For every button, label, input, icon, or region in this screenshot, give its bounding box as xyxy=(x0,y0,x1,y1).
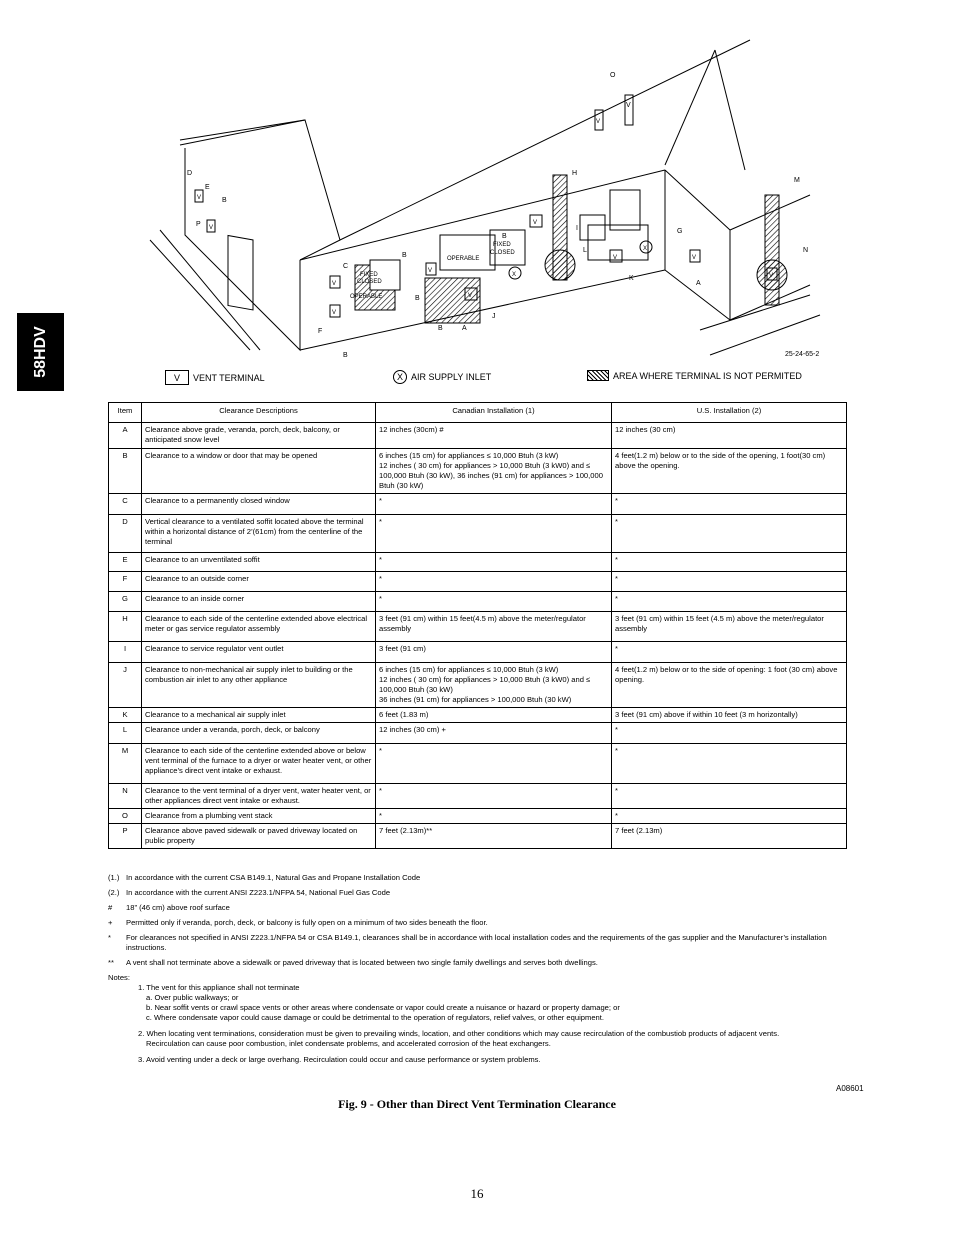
air-supply-symbol: X xyxy=(393,370,407,384)
description-cell: Clearance from a plumbing vent stack xyxy=(142,809,376,824)
note-item-3: 3. Avoid venting under a deck or large overhang. Recirculation could occur and cause performance or system problems. xyxy=(138,1055,541,1064)
label-v: V xyxy=(626,102,631,109)
label-m: M xyxy=(794,177,800,184)
vent-mark-6: V xyxy=(613,255,618,261)
table-row xyxy=(109,592,847,612)
table-row xyxy=(109,784,847,809)
label-p: P xyxy=(196,221,201,228)
description-cell: Clearance to a mechanical air supply inlet xyxy=(142,708,376,723)
description-cell: Clearance to an outside corner xyxy=(142,572,376,592)
item-cell: G xyxy=(109,592,142,612)
description-cell: Clearance under a veranda, porch, deck, or balcony xyxy=(142,723,376,744)
table-row xyxy=(109,515,847,553)
us-cell: 3 feet (91 cm) within 15 feet (4.5 m) above the meter/regulator assembly xyxy=(612,612,847,642)
item-cell: C xyxy=(109,494,142,515)
description-cell: Vertical clearance to a ventilated soffit located above the terminal within a horizontal distance of 2’(61cm) from the centerline of the terminal xyxy=(142,515,376,553)
table-header-row xyxy=(109,403,847,423)
us-cell: * xyxy=(612,723,847,744)
note-star: * For clearances not specified in ANSI Z223.1/NFPA 54 or CSA B149.1, clearances shall be in accordance with local installation codes and the requirements of the gas supplier and the Manufacturer’s installation instructions. xyxy=(108,933,827,952)
model-side-tab xyxy=(17,313,64,391)
canadian-cell: 12 inches (30cm) # xyxy=(376,423,612,449)
vent-mark-3: V xyxy=(428,268,433,274)
vent-mark-4: V xyxy=(468,293,473,299)
table-row xyxy=(109,663,847,708)
note-item-1: 1. The vent for this appliance shall not terminate xyxy=(138,983,300,992)
label-b5: B xyxy=(502,233,507,240)
label-b4: B xyxy=(438,325,443,332)
label-o: O xyxy=(610,72,616,79)
clearance-table xyxy=(108,402,847,849)
us-cell: 4 feet(1.2 m) below or to the side of the opening, 1 foot(30 cm) above the opening. xyxy=(612,449,847,494)
note-item-1a: a. Over public walkways; or xyxy=(146,993,239,1002)
note-hash: # 18” (46 cm) above roof surface xyxy=(108,903,230,912)
label-j: J xyxy=(492,313,496,320)
table-row xyxy=(109,553,847,572)
canadian-cell: 6 feet (1.83 m) xyxy=(376,708,612,723)
notes-label: Notes: xyxy=(108,973,130,982)
item-cell: B xyxy=(109,449,142,494)
item-cell: M xyxy=(109,744,142,784)
header-item: Item xyxy=(109,403,142,423)
description-cell: Clearance to a permanently closed window xyxy=(142,494,376,515)
table-row xyxy=(109,572,847,592)
table-row xyxy=(109,744,847,784)
us-cell: 12 inches (30 cm) xyxy=(612,423,847,449)
vent-mark-1: V xyxy=(332,281,337,287)
table-notes xyxy=(108,873,858,1065)
canadian-cell: * xyxy=(376,784,612,809)
operable-label-2: OPERABLE xyxy=(447,256,480,262)
item-cell: H xyxy=(109,612,142,642)
label-b2: B xyxy=(402,252,407,259)
item-cell: L xyxy=(109,723,142,744)
description-cell: Clearance above paved sidewalk or paved driveway located on public property xyxy=(142,824,376,849)
operable-label-1: OPERABLE xyxy=(350,294,383,300)
canadian-cell: * xyxy=(376,494,612,515)
us-cell: * xyxy=(612,553,847,572)
label-f: F xyxy=(318,328,323,335)
vent-mark-7: V xyxy=(692,255,697,261)
description-cell: Clearance to each side of the centerline extended above electrical meter or gas service regulator assembly xyxy=(142,612,376,642)
description-cell: Clearance to a window or door that may be opened xyxy=(142,449,376,494)
canadian-cell: * xyxy=(376,515,612,553)
item-cell: J xyxy=(109,663,142,708)
note-double-star: ** A vent shall not terminate above a sidewalk or paved driveway that is located between two single family dwellings and serves both dwellings. xyxy=(108,958,598,967)
us-cell: * xyxy=(612,642,847,663)
note-1: (1.) In accordance with the current CSA B149.1, Natural Gas and Propane Installation Code xyxy=(108,873,421,882)
description-cell: Clearance to an inside corner xyxy=(142,592,376,612)
note-item-2b: Recirculation can cause poor combustion, inlet condensate problems, and accelerated corrosion of the heat exchangers. xyxy=(146,1039,551,1048)
vent-mark-8: V xyxy=(769,273,774,279)
table-row xyxy=(109,708,847,723)
canadian-cell: 6 inches (15 cm) for appliances ≤ 10,000 Btuh (3 kW) 12 inches ( 30 cm) for appliances > 10,000 Btuh (3 kW0) and ≤ 100,000 Btuh (30 kW) 36 inches (91 cm) for appliances > 100,000 Btuh (30 kW) xyxy=(376,663,612,708)
legend-vent-terminal xyxy=(165,370,265,385)
label-c: C xyxy=(343,263,349,270)
figure-caption: Fig. 9 - Other than Direct Vent Termination Clearance xyxy=(338,1097,616,1111)
closed-label-1: CLOSED xyxy=(357,279,382,285)
item-cell: N xyxy=(109,784,142,809)
table-row xyxy=(109,824,847,849)
item-cell: A xyxy=(109,423,142,449)
vent-mark-11: V xyxy=(209,225,214,231)
us-cell: * xyxy=(612,809,847,824)
figure-ref-code: 25-24-65-2 xyxy=(785,351,820,358)
us-cell: * xyxy=(612,784,847,809)
fixed-label-2: FIXED xyxy=(493,242,511,248)
description-cell: Clearance to the vent terminal of a dryer vent, water heater vent, or other appliances direct vent intake or exhaust. xyxy=(142,784,376,809)
fixed-label-1: FIXED xyxy=(360,272,378,278)
us-cell: 7 feet (2.13m) xyxy=(612,824,847,849)
us-cell: * xyxy=(612,592,847,612)
item-cell: P xyxy=(109,824,142,849)
header-us: U.S. Installation (2) xyxy=(612,403,847,423)
label-i: I xyxy=(576,225,578,232)
item-cell: O xyxy=(109,809,142,824)
description-cell: Clearance to each side of the centerline extended above or below vent terminal of the furnace to a dryer or water heater vent, or other appliance’s direct vent intake or exhaust. xyxy=(142,744,376,784)
label-x2: X xyxy=(643,246,648,252)
vent-terminal-symbol: V xyxy=(165,370,189,385)
label-x1: X xyxy=(512,272,517,278)
vent-mark-9: V xyxy=(596,119,601,125)
canadian-cell: 3 feet (91 cm) within 15 feet(4.5 m) above the meter/regulator assembly xyxy=(376,612,612,642)
vent-mark-2: V xyxy=(332,310,337,316)
table-row xyxy=(109,612,847,642)
not-permitted-label: AREA WHERE TERMINAL IS NOT PERMITED xyxy=(613,370,802,381)
canadian-cell: * xyxy=(376,809,612,824)
label-b1: B xyxy=(222,197,227,204)
canadian-cell: * xyxy=(376,553,612,572)
air-supply-label: AIR SUPPLY INLET xyxy=(411,372,492,382)
us-cell: 4 feet(1.2 m) below or to the side of opening: 1 foot (30 cm) above opening. xyxy=(612,663,847,708)
canadian-cell: 3 feet (91 cm) xyxy=(376,642,612,663)
label-l: L xyxy=(583,247,587,254)
note-item-1c: c. Where condensate vapor could cause damage or could be detrimental to the operation of regulators, relief valves, or other equipment. xyxy=(146,1013,604,1022)
vent-mark-10: V xyxy=(197,195,202,201)
closed-label-2: CLOSED xyxy=(490,250,515,256)
table-row xyxy=(109,723,847,744)
label-b3: B xyxy=(415,295,420,302)
header-canadian: Canadian Installation (1) xyxy=(376,403,612,423)
item-cell: F xyxy=(109,572,142,592)
label-k: K xyxy=(629,275,634,282)
description-cell: Clearance to an unventilated soffit xyxy=(142,553,376,572)
left-wall xyxy=(185,148,300,350)
note-item-2: 2. When locating vent terminations, consideration must be given to prevailing winds, location, and other conditions which may cause recirculation of the combustiob products of adjacent vents. xyxy=(138,1029,780,1038)
vent-mark-5: V xyxy=(533,220,538,226)
table-row xyxy=(109,494,847,515)
canadian-cell: 6 inches (15 cm) for appliances ≤ 10,000 Btuh (3 kW) 12 inches ( 30 cm) for appliances > 10,000 Btuh (3 kW0) and ≤ 100,000 Btuh (30 kW), 36 inches (91 cm) for appliances > 100,000 Btuh (30 kW) xyxy=(376,449,612,494)
table-row xyxy=(109,449,847,494)
label-a2: A xyxy=(696,280,701,287)
label-a1: A xyxy=(462,325,467,332)
description-cell: Clearance to non-mechanical air supply inlet to building or the combustion air inlet to any other appliance xyxy=(142,663,376,708)
us-cell: * xyxy=(612,744,847,784)
item-cell: K xyxy=(109,708,142,723)
table-row xyxy=(109,809,847,824)
legend-not-permitted xyxy=(587,370,802,381)
label-e: E xyxy=(205,184,210,191)
page-number: 16 xyxy=(470,1186,484,1201)
note-item-1b: b. Near soffit vents or crawl space vents or other areas where condensate or vapor could create a nuisance or hazard or property damage; or xyxy=(146,1003,620,1012)
figure-code: A08601 xyxy=(836,1084,864,1093)
note-2: (2.) In accordance with the current ANSI Z223.1/NFPA 54, National Fuel Gas Code xyxy=(108,888,391,897)
model-label: 58HDV xyxy=(31,326,49,378)
label-n: N xyxy=(803,247,809,254)
canadian-cell: 7 feet (2.13m)** xyxy=(376,824,612,849)
label-h: H xyxy=(572,170,578,177)
vent-terminal-label: VENT TERMINAL xyxy=(193,372,265,383)
us-cell: * xyxy=(612,515,847,553)
note-plus: + Permitted only if veranda, porch, deck, or balcony is fully open on a minimum of two sides beneath the floor. xyxy=(108,918,488,927)
table-row xyxy=(109,423,847,449)
house-vent-illustration xyxy=(140,30,850,365)
description-cell: Clearance above grade, veranda, porch, deck, balcony, or anticipated snow level xyxy=(142,423,376,449)
item-cell: D xyxy=(109,515,142,553)
item-cell: I xyxy=(109,642,142,663)
label-b6: B xyxy=(343,352,348,359)
legend-air-supply xyxy=(393,370,491,384)
us-cell: * xyxy=(612,572,847,592)
canadian-cell: * xyxy=(376,572,612,592)
hatch-swatch-icon xyxy=(587,370,609,381)
label-g: G xyxy=(677,228,683,235)
us-cell: * xyxy=(612,494,847,515)
us-cell: 3 feet (91 cm) above if within 10 feet (3 m horizontally) xyxy=(612,708,847,723)
label-d: D xyxy=(187,170,193,177)
header-description: Clearance Descriptions xyxy=(142,403,376,423)
description-cell: Clearance to service regulator vent outlet xyxy=(142,642,376,663)
canadian-cell: 12 inches (30 cm) + xyxy=(376,723,612,744)
item-cell: E xyxy=(109,553,142,572)
canadian-cell: * xyxy=(376,744,612,784)
canadian-cell: * xyxy=(376,592,612,612)
table-row xyxy=(109,642,847,663)
